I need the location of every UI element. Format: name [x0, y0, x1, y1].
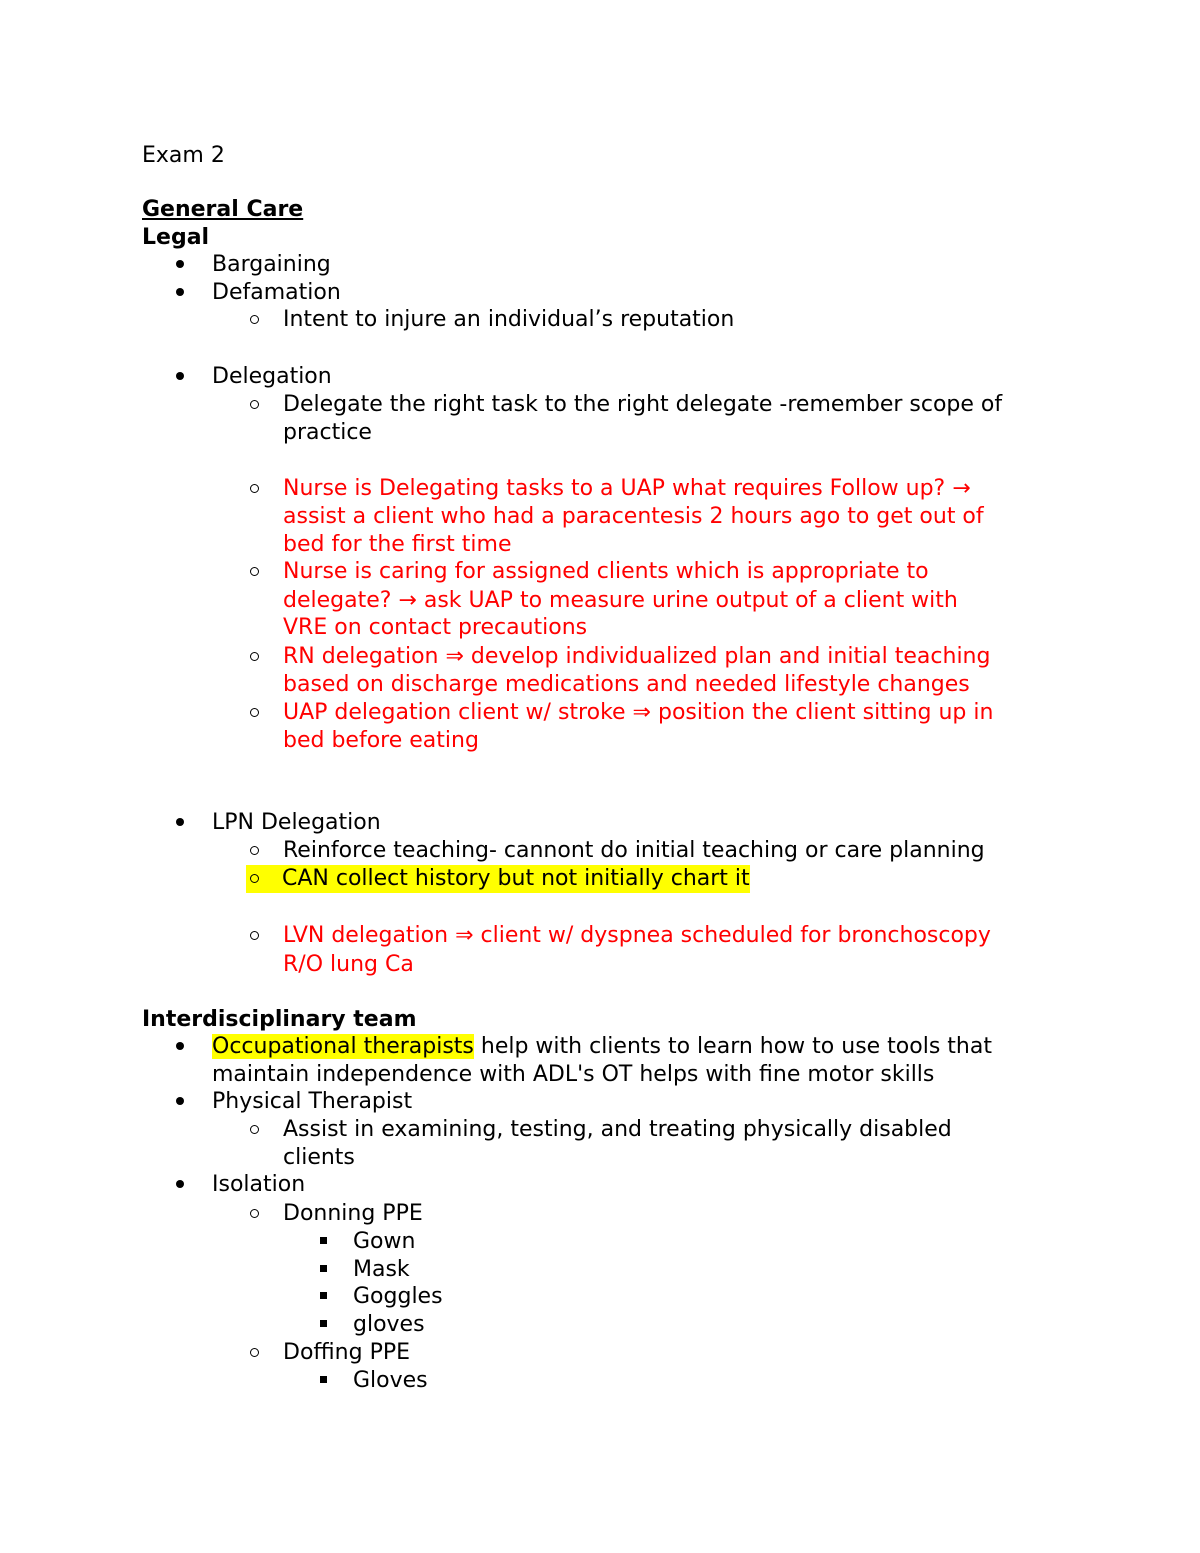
bullet-icon: [170, 363, 190, 391]
list-subsubitem-doffing-1: Gloves: [353, 1368, 428, 1393]
red-note-3-line-2: based on discharge medications and needed lifestyle changes: [283, 672, 970, 697]
list-item-lpn-delegation: LPN Delegation: [212, 810, 381, 835]
red-note-1-line-3: bed for the first time: [283, 532, 512, 557]
list-subitem-pt-1: Assist in examining, testing, and treating physically disabled: [283, 1117, 952, 1142]
list-subitem-delegation-1-cont: practice: [283, 420, 372, 445]
document-title: Exam 2: [142, 143, 225, 168]
circle-bullet-icon: [244, 1200, 264, 1228]
list-subitem-donning: Donning PPE: [283, 1201, 423, 1226]
list-subitem-lpn-2-highlighted: CAN collect history but not initially chart it: [282, 866, 750, 891]
bullet-icon: [170, 279, 190, 307]
list-subsubitem-donning-3: Goggles: [353, 1284, 443, 1309]
red-note-2-line-3: VRE on contact precautions: [283, 615, 588, 640]
bullet-icon: [170, 1033, 190, 1061]
square-bullet-icon: [313, 1311, 333, 1339]
square-bullet-icon: [313, 1367, 333, 1395]
circle-bullet-icon: [244, 1339, 264, 1367]
list-item-bargaining: Bargaining: [212, 252, 331, 277]
square-bullet-icon: [313, 1283, 333, 1311]
list-item-isolation: Isolation: [212, 1172, 306, 1197]
circle-bullet-icon: [244, 306, 264, 334]
bullet-icon: [170, 251, 190, 279]
red-note-lvn-line-2: R/O lung Ca: [283, 952, 414, 977]
list-item-physical-therapist: Physical Therapist: [212, 1089, 413, 1114]
circle-bullet-icon: [244, 1116, 264, 1144]
list-item-delegation: Delegation: [212, 364, 332, 389]
square-bullet-icon: [313, 1256, 333, 1284]
list-subitem-defamation: Intent to injure an individual’s reputation: [283, 307, 735, 332]
circle-bullet-icon: [244, 865, 264, 893]
heading-general-care: General Care: [142, 197, 304, 222]
heading-interdisciplinary-team: Interdisciplinary team: [142, 1007, 417, 1032]
list-item-defamation: Defamation: [212, 280, 341, 305]
bullet-icon: [170, 1171, 190, 1199]
list-subsubitem-donning-4: gloves: [353, 1312, 425, 1337]
circle-bullet-icon: [244, 558, 264, 586]
red-note-1-line-2: assist a client who had a paracentesis 2 hours ago to get out of: [283, 504, 984, 529]
circle-bullet-icon: [244, 699, 264, 727]
red-note-lvn-line-1: LVN delegation ⇒ client w/ dyspnea scheduled for bronchoscopy: [283, 923, 991, 948]
red-note-1-line-1: Nurse is Delegating tasks to a UAP what requires Follow up? →: [283, 476, 971, 501]
red-note-4-line-1: UAP delegation client w/ stroke ⇒ position the client sitting up in: [283, 700, 994, 725]
list-item-occupational-therapists: [212, 1033, 992, 1061]
highlighted-term: Occupational therapists: [212, 1034, 474, 1059]
red-note-4-line-2: bed before eating: [283, 728, 479, 753]
bullet-icon: [170, 1088, 190, 1116]
ot-description: help with clients to learn how to use tools that: [473, 1034, 992, 1059]
circle-bullet-icon: [244, 391, 264, 419]
red-note-2-line-2: delegate? → ask UAP to measure urine output of a client with: [283, 588, 958, 613]
circle-bullet-icon: [244, 475, 264, 503]
heading-legal: Legal: [142, 225, 210, 250]
bullet-icon: [170, 809, 190, 837]
circle-bullet-icon: [244, 643, 264, 671]
list-subsubitem-donning-2: Mask: [353, 1257, 410, 1282]
red-note-3-line-1: RN delegation ⇒ develop individualized plan and initial teaching: [283, 644, 991, 669]
list-subitem-delegation-1: Delegate the right task to the right delegate -remember scope of: [283, 392, 1003, 417]
list-subitem-doffing: Doffing PPE: [283, 1340, 411, 1365]
list-item-ot-cont: maintain independence with ADL's OT helps with fine motor skills: [212, 1062, 935, 1087]
circle-bullet-icon: [244, 922, 264, 950]
square-bullet-icon: [313, 1228, 333, 1256]
red-note-2-line-1: Nurse is caring for assigned clients which is appropriate to: [283, 559, 929, 584]
list-subitem-pt-1-cont: clients: [283, 1145, 355, 1170]
list-subitem-lpn-1: Reinforce teaching- cannont do initial teaching or care planning: [283, 838, 985, 863]
list-subsubitem-donning-1: Gown: [353, 1229, 416, 1254]
circle-bullet-icon: [244, 837, 264, 865]
